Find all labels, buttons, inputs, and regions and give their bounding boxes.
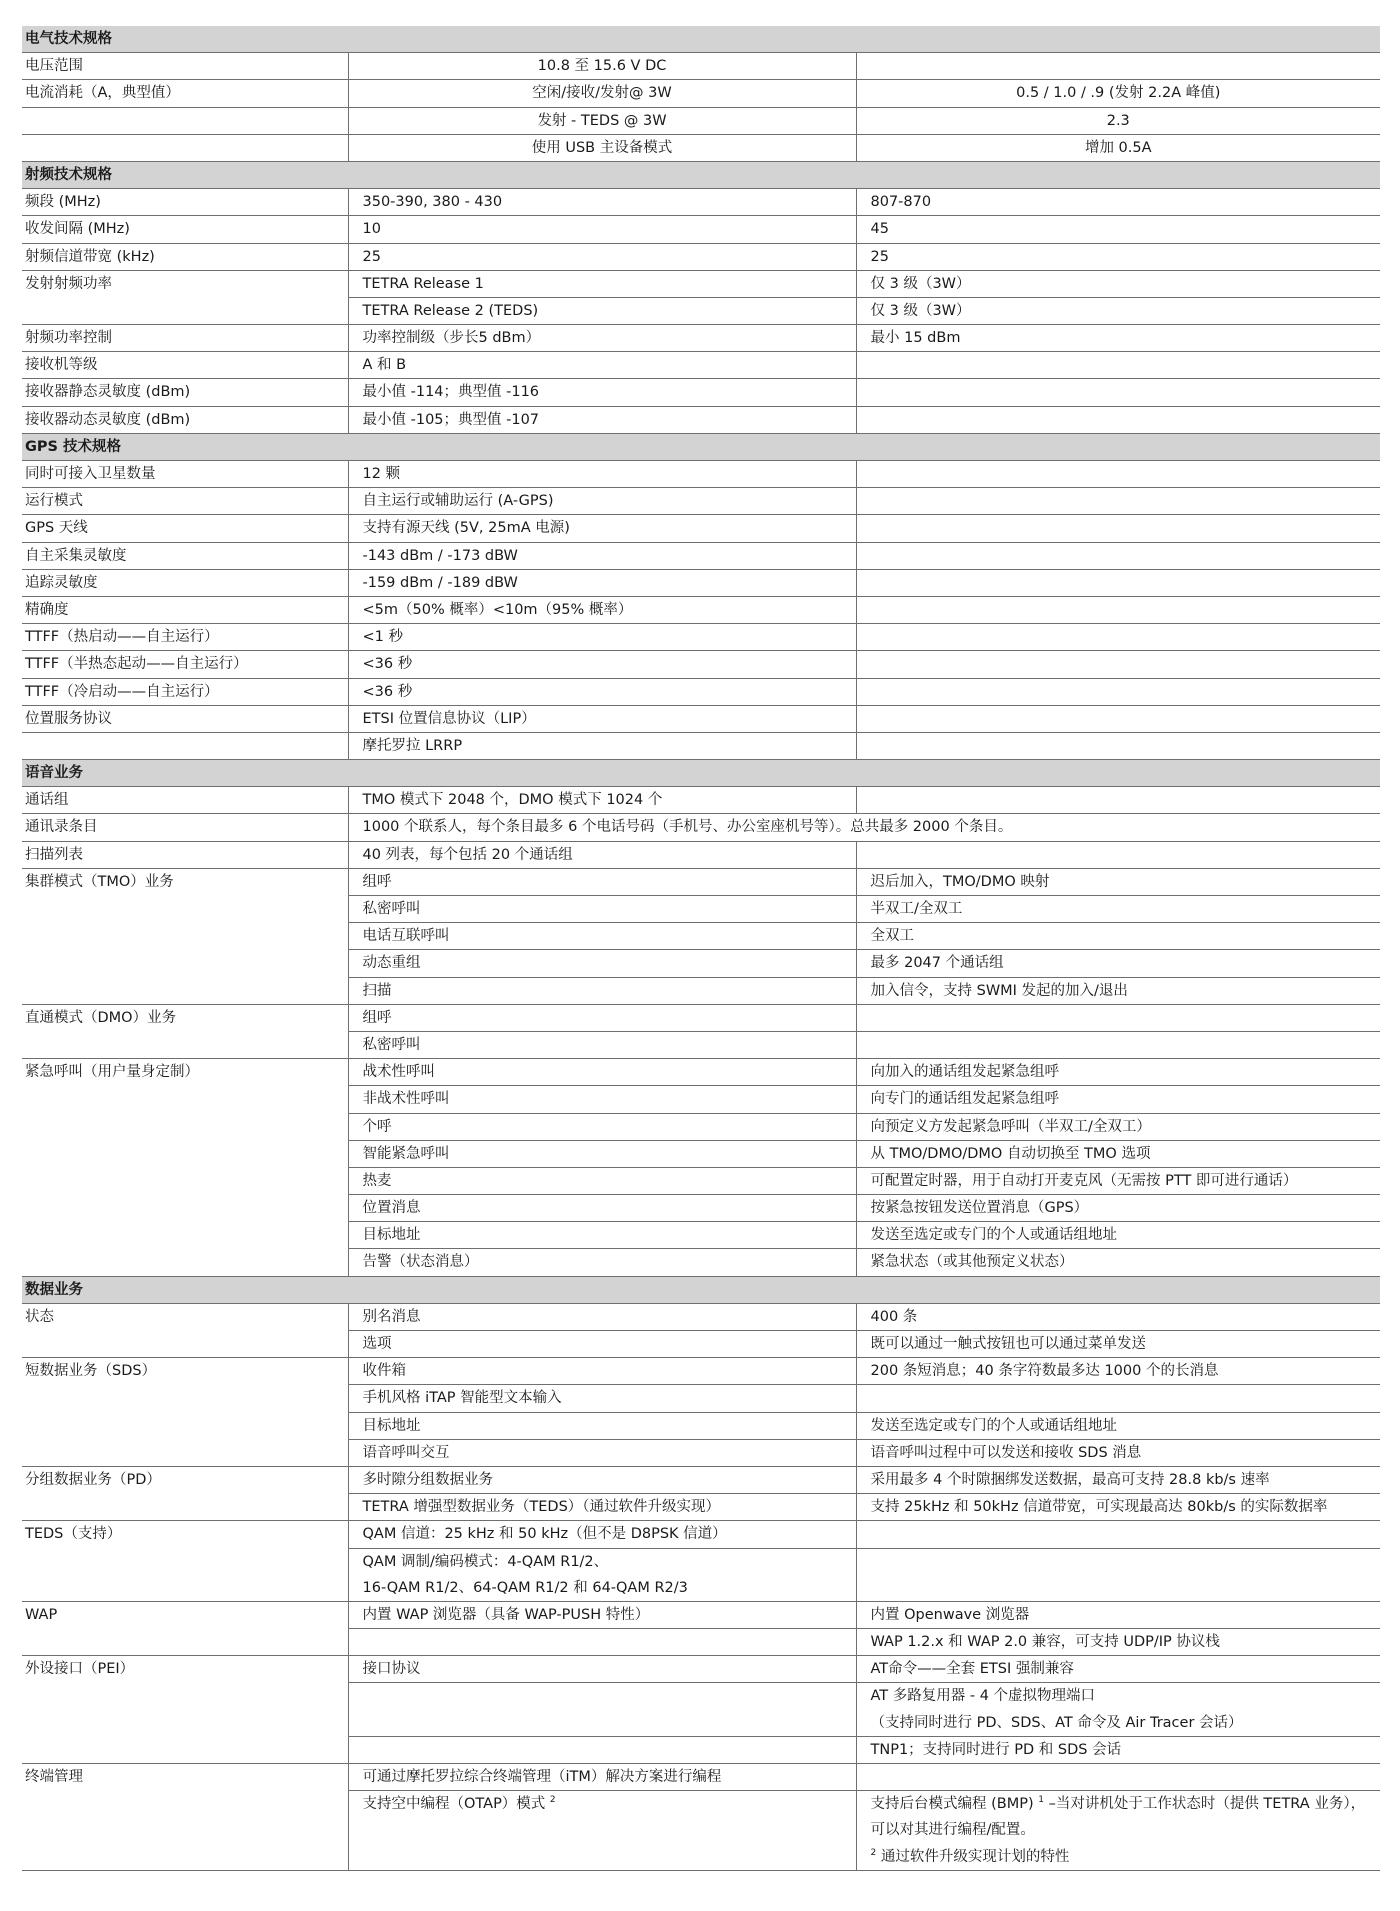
- spec-detail: [856, 515, 1380, 542]
- spec-row: [22, 53, 1380, 80]
- spec-text: 通过软件升级实现计划的特性: [876, 1848, 1070, 1865]
- spec-label: [22, 1629, 348, 1656]
- spec-row: [22, 1195, 1380, 1222]
- spec-value: 告警（状态消息）: [348, 1249, 856, 1276]
- spec-detail: [856, 1575, 1380, 1602]
- spec-row: [22, 461, 1380, 488]
- spec-detail: 400 条: [856, 1303, 1380, 1330]
- spec-value: <5m（50% 概率）<10m（95% 概率）: [348, 596, 856, 623]
- spec-label: 运行模式: [22, 488, 348, 515]
- spec-detail: WAP 1.2.x 和 WAP 2.0 兼容，可支持 UDP/IP 协议栈: [856, 1629, 1380, 1656]
- spec-label: [22, 1412, 348, 1439]
- spec-row: [22, 1439, 1380, 1466]
- spec-label: [22, 1494, 348, 1521]
- spec-label: [22, 1331, 348, 1358]
- spec-row: [22, 678, 1380, 705]
- spec-detail: 内置 Openwave 浏览器: [856, 1601, 1380, 1628]
- spec-row: [22, 515, 1380, 542]
- spec-label: 精确度: [22, 596, 348, 623]
- spec-detail: [856, 1844, 1380, 1871]
- spec-value: QAM 信道：25 kHz 和 50 kHz（但不是 D8PSK 信道）: [348, 1521, 856, 1548]
- spec-value: TETRA 增强型数据业务（TEDS）（通过软件升级实现）: [348, 1494, 856, 1521]
- spec-label: [22, 1031, 348, 1058]
- spec-label: [22, 950, 348, 977]
- spec-value: 支持有源天线 (5V, 25mA 电源): [348, 515, 856, 542]
- spec-detail: [856, 352, 1380, 379]
- spec-label: [22, 1113, 348, 1140]
- spec-label: 集群模式（TMO）业务: [25, 873, 174, 890]
- spec-label: 接收机等级: [22, 352, 348, 379]
- spec-label: 射频信道带宽 (kHz): [22, 243, 348, 270]
- spec-value: 摩托罗拉 LRRP: [348, 732, 856, 759]
- spec-label: [22, 134, 348, 161]
- spec-row: [22, 1521, 1380, 1548]
- spec-detail: 既可以通过一触式按钮也可以通过菜单发送: [856, 1331, 1380, 1358]
- spec-detail: [856, 651, 1380, 678]
- spec-row: [22, 325, 1380, 352]
- spec-detail: [856, 1548, 1380, 1575]
- spec-row: [22, 651, 1380, 678]
- spec-value: [348, 1736, 856, 1763]
- spec-text: 支持后台模式编程 (BMP): [870, 1796, 1039, 1813]
- spec-label: GPS 天线: [22, 515, 348, 542]
- spec-value: 语音呼叫交互: [348, 1439, 856, 1466]
- spec-row: [22, 1601, 1380, 1628]
- spec-value: 多时隙分组数据业务: [348, 1466, 856, 1493]
- spec-label: [22, 1195, 348, 1222]
- spec-detail: 仅 3 级（3W）: [856, 297, 1380, 324]
- spec-detail: 采用最多 4 个时隙捆绑发送数据，最高可支持 28.8 kb/s 速率: [856, 1466, 1380, 1493]
- spec-detail: 半双工/全双工: [856, 896, 1380, 923]
- spec-value: 使用 USB 主设备模式: [348, 134, 856, 161]
- spec-detail: 45: [856, 216, 1380, 243]
- spec-label: 收发间隔 (MHz): [22, 216, 348, 243]
- spec-detail: [856, 1791, 1380, 1818]
- spec-row: [22, 1385, 1380, 1412]
- spec-row: [22, 1303, 1380, 1330]
- spec-value: [348, 1629, 856, 1656]
- spec-row: [22, 1575, 1380, 1602]
- spec-value: 收件箱: [348, 1358, 856, 1385]
- spec-row: [22, 216, 1380, 243]
- section-title: 数据业务: [22, 1276, 1380, 1303]
- spec-row: [22, 1004, 1380, 1031]
- spec-label: TTFF（冷启动——自主运行）: [22, 678, 348, 705]
- spec-label: 状态: [25, 1308, 54, 1325]
- spec-value: 12 颗: [348, 461, 856, 488]
- spec-value: -143 dBm / -173 dBW: [348, 542, 856, 569]
- spec-value: 电话互联呼叫: [348, 923, 856, 950]
- spec-value: 最小值 -114；典型值 -116: [348, 379, 856, 406]
- section-title: 电气技术规格: [22, 26, 1380, 53]
- spec-detail: AT命令——全套 ETSI 强制兼容: [856, 1656, 1380, 1683]
- spec-value: TETRA Release 1: [348, 270, 856, 297]
- spec-value: 个呼: [348, 1113, 856, 1140]
- spec-value: <1 秒: [348, 624, 856, 651]
- spec-value: ETSI 位置信息协议（LIP）: [348, 705, 856, 732]
- spec-value: 动态重组: [348, 950, 856, 977]
- spec-label: WAP: [25, 1606, 58, 1623]
- spec-detail: [856, 732, 1380, 759]
- spec-row: [22, 107, 1380, 134]
- spec-detail: [856, 488, 1380, 515]
- spec-label: 射频功率控制: [22, 325, 348, 352]
- spec-detail: [856, 841, 1380, 868]
- spec-value: TETRA Release 2 (TEDS): [348, 297, 856, 324]
- spec-value: 位置消息: [348, 1195, 856, 1222]
- spec-row: [22, 1656, 1380, 1683]
- spec-label: 直通模式（DMO）业务: [25, 1009, 177, 1026]
- spec-row: [22, 1629, 1380, 1656]
- spec-row: [22, 134, 1380, 161]
- spec-label: [22, 1736, 348, 1763]
- spec-detail: [856, 569, 1380, 596]
- spec-label: 终端管理: [25, 1769, 83, 1785]
- spec-value: 私密呼叫: [348, 1031, 856, 1058]
- spec-label: [22, 1222, 348, 1249]
- spec-label: [22, 297, 348, 324]
- spec-row: [22, 977, 1380, 1004]
- spec-value: [348, 1710, 856, 1737]
- spec-detail: [856, 1385, 1380, 1412]
- spec-row: [22, 732, 1380, 759]
- spec-value: 手机风格 iTAP 智能型文本输入: [348, 1385, 856, 1412]
- spec-row: [22, 1494, 1380, 1521]
- spec-row: [22, 1844, 1380, 1871]
- spec-row: [22, 1086, 1380, 1113]
- spec-detail: 增加 0.5A: [856, 134, 1380, 161]
- spec-row: [22, 1764, 1380, 1791]
- spec-value: 40 列表，每个包括 20 个通话组: [348, 841, 856, 868]
- spec-detail: 发送至选定或专门的个人或通话组地址: [856, 1412, 1380, 1439]
- spec-value: <36 秒: [348, 678, 856, 705]
- spec-row: [22, 1059, 1380, 1086]
- spec-value: 非战术性呼叫: [348, 1086, 856, 1113]
- spec-value: 热麦: [348, 1167, 856, 1194]
- spec-detail: 加入信令，支持 SWMI 发起的加入/退出: [856, 977, 1380, 1004]
- spec-row: [22, 80, 1380, 107]
- spec-detail: [856, 1764, 1380, 1791]
- spec-detail: [856, 705, 1380, 732]
- spec-label: [22, 1575, 348, 1602]
- spec-label: 电流消耗（A，典型值）: [22, 80, 348, 107]
- spec-row: [22, 1249, 1380, 1276]
- spec-detail: 紧急状态（或其他预定义状态）: [856, 1249, 1380, 1276]
- spec-label: [22, 1385, 348, 1412]
- spec-label: [22, 1167, 348, 1194]
- spec-label: [22, 1086, 348, 1113]
- spec-detail: 807-870: [856, 189, 1380, 216]
- spec-detail: [856, 787, 1380, 814]
- spec-row: [22, 243, 1380, 270]
- spec-detail: [856, 542, 1380, 569]
- spec-label: 位置服务协议: [22, 705, 348, 732]
- spec-table: [22, 26, 1380, 1871]
- spec-detail: 最小 15 dBm: [856, 325, 1380, 352]
- spec-detail: 可以对其进行编程/配置。: [856, 1817, 1380, 1843]
- spec-detail: 最多 2047 个通话组: [856, 950, 1380, 977]
- spec-label: 分组数据业务（PD）: [25, 1471, 161, 1488]
- spec-detail: [856, 406, 1380, 433]
- spec-value: 发射 - TEDS @ 3W: [348, 107, 856, 134]
- spec-value: <36 秒: [348, 651, 856, 678]
- spec-label: 频段 (MHz): [22, 189, 348, 216]
- spec-detail: [856, 53, 1380, 80]
- spec-row: [22, 705, 1380, 732]
- spec-label: [22, 732, 348, 759]
- spec-row: [22, 297, 1380, 324]
- spec-label: 接收器静态灵敏度 (dBm): [22, 379, 348, 406]
- spec-detail: AT 多路复用器 - 4 个虚拟物理端口: [856, 1683, 1380, 1710]
- spec-row: [22, 1113, 1380, 1140]
- spec-value: [348, 1817, 856, 1843]
- spec-label: [22, 896, 348, 923]
- spec-label: [22, 1439, 348, 1466]
- spec-label: 通讯录条目: [22, 814, 348, 841]
- spec-label: TTFF（半热态起动——自主运行）: [22, 651, 348, 678]
- spec-label: [22, 1140, 348, 1167]
- spec-value: 空闲/接收/发射@ 3W: [348, 80, 856, 107]
- spec-value: 1000 个联系人，每个条目最多 6 个电话号码（手机号、办公室座机号等）。总共最多 2000 个条目。: [348, 814, 1380, 841]
- spec-value: 别名消息: [348, 1303, 856, 1330]
- spec-label: 外设接口（PEI）: [25, 1661, 135, 1678]
- spec-row: [22, 569, 1380, 596]
- spec-label: TTFF（热启动——自主运行）: [22, 624, 348, 651]
- spec-value: [348, 1844, 856, 1871]
- spec-label: [22, 1710, 348, 1737]
- section-title: GPS 技术规格: [22, 433, 1380, 460]
- section-header: [22, 760, 1380, 787]
- spec-row: [22, 1791, 1380, 1818]
- spec-detail: [856, 1004, 1380, 1031]
- spec-row: [22, 189, 1380, 216]
- spec-row: [22, 868, 1380, 895]
- spec-detail: 0.5 / 1.0 / .9 (发射 2.2A 峰值): [856, 80, 1380, 107]
- spec-row: [22, 488, 1380, 515]
- spec-row: [22, 1222, 1380, 1249]
- spec-row: [22, 1167, 1380, 1194]
- spec-detail: 可配置定时器，用于自动打开麦克风（无需按 PTT 即可进行通话）: [856, 1167, 1380, 1194]
- spec-detail: 语音呼叫过程中可以发送和接收 SDS 消息: [856, 1439, 1380, 1466]
- footnote-marker: 2: [549, 1795, 556, 1806]
- spec-row: [22, 379, 1380, 406]
- spec-detail: 从 TMO/DMO/DMO 自动切换至 TMO 选项: [856, 1140, 1380, 1167]
- spec-value: 组呼: [348, 868, 856, 895]
- spec-value: [348, 1683, 856, 1710]
- spec-label: 短数据业务（SDS）: [25, 1363, 157, 1380]
- spec-value: 10: [348, 216, 856, 243]
- spec-row: [22, 841, 1380, 868]
- spec-row: [22, 923, 1380, 950]
- spec-detail: TNP1；支持同时进行 PD 和 SDS 会话: [856, 1736, 1380, 1763]
- spec-value: 内置 WAP 浏览器（具备 WAP-PUSH 特性）: [348, 1601, 856, 1628]
- spec-text: –当对讲机处于工作状态时（提供 TETRA 业务），: [1043, 1796, 1366, 1813]
- spec-label: 接收器动态灵敏度 (dBm): [22, 406, 348, 433]
- spec-value: 最小值 -105；典型值 -107: [348, 406, 856, 433]
- spec-row: [22, 1331, 1380, 1358]
- spec-value: QAM 调制/编码模式：4-QAM R1/2、: [348, 1548, 856, 1575]
- spec-row: [22, 1548, 1380, 1575]
- spec-row: [22, 406, 1380, 433]
- spec-value: TMO 模式下 2048 个，DMO 模式下 1024 个: [348, 787, 856, 814]
- spec-row: [22, 1140, 1380, 1167]
- spec-table-body: [22, 26, 1380, 1870]
- section-title: 射频技术规格: [22, 161, 1380, 188]
- footnote-marker: 2: [870, 1847, 877, 1858]
- section-header: [22, 1276, 1380, 1303]
- spec-value: 选项: [348, 1331, 856, 1358]
- spec-label: 同时可接入卫星数量: [22, 461, 348, 488]
- spec-value: 350-390, 380 - 430: [348, 189, 856, 216]
- spec-label: 紧急呼叫（用户量身定制）: [25, 1064, 199, 1081]
- spec-value: [348, 1791, 856, 1818]
- spec-detail: 仅 3 级（3W）: [856, 270, 1380, 297]
- spec-row: [22, 787, 1380, 814]
- spec-detail: 向加入的通话组发起紧急组呼: [856, 1059, 1380, 1086]
- spec-detail: [856, 596, 1380, 623]
- spec-value: 功率控制级（步长5 dBm）: [348, 325, 856, 352]
- spec-row: [22, 1736, 1380, 1763]
- spec-value: 可通过摩托罗拉综合终端管理（iTM）解决方案进行编程: [348, 1764, 856, 1791]
- spec-detail: [856, 379, 1380, 406]
- spec-row: [22, 1683, 1380, 1710]
- spec-detail: 迟后加入，TMO/DMO 映射: [856, 868, 1380, 895]
- spec-value: 目标地址: [348, 1222, 856, 1249]
- spec-row: [22, 814, 1380, 841]
- spec-row: [22, 1412, 1380, 1439]
- spec-row: [22, 1358, 1380, 1385]
- spec-label: 自主采集灵敏度: [22, 542, 348, 569]
- spec-row: [22, 542, 1380, 569]
- spec-label: [22, 1817, 348, 1843]
- spec-label: [22, 923, 348, 950]
- spec-label: [22, 977, 348, 1004]
- spec-value: 25: [348, 243, 856, 270]
- section-header: [22, 26, 1380, 53]
- spec-row: [22, 896, 1380, 923]
- spec-row: [22, 1710, 1380, 1737]
- spec-value: 10.8 至 15.6 V DC: [348, 53, 856, 80]
- spec-value: 智能紧急呼叫: [348, 1140, 856, 1167]
- spec-detail: [856, 1521, 1380, 1548]
- spec-value: 战术性呼叫: [348, 1059, 856, 1086]
- spec-label: [22, 1548, 348, 1575]
- spec-detail: （支持同时进行 PD、SDS、AT 命令及 Air Tracer 会话）: [856, 1710, 1380, 1737]
- spec-label: [22, 1791, 348, 1818]
- spec-value: 目标地址: [348, 1412, 856, 1439]
- spec-label: 电压范围: [22, 53, 348, 80]
- spec-detail: 发送至选定或专门的个人或通话组地址: [856, 1222, 1380, 1249]
- spec-detail: 2.3: [856, 107, 1380, 134]
- spec-value: 16-QAM R1/2、64-QAM R1/2 和 64-QAM R2/3: [348, 1575, 856, 1602]
- spec-label: [22, 1683, 348, 1710]
- spec-detail: 支持 25kHz 和 50kHz 信道带宽，可实现最高达 80kb/s 的实际数据率: [856, 1494, 1380, 1521]
- spec-detail: 200 条短消息；40 条字符数最多达 1000 个的长消息: [856, 1358, 1380, 1385]
- spec-value: 扫描: [348, 977, 856, 1004]
- spec-row: [22, 950, 1380, 977]
- spec-row: [22, 1031, 1380, 1058]
- spec-detail: [856, 678, 1380, 705]
- spec-label: 追踪灵敏度: [22, 569, 348, 596]
- spec-value: A 和 B: [348, 352, 856, 379]
- spec-value: -159 dBm / -189 dBW: [348, 569, 856, 596]
- spec-label: TEDS（支持）: [25, 1526, 122, 1543]
- spec-row: [22, 270, 1380, 297]
- spec-label: [22, 1844, 348, 1871]
- spec-detail: [856, 461, 1380, 488]
- spec-text: 支持空中编程（OTAP）模式: [362, 1796, 550, 1813]
- spec-detail: 全双工: [856, 923, 1380, 950]
- spec-label: 扫描列表: [22, 841, 348, 868]
- spec-value: 组呼: [348, 1004, 856, 1031]
- section-title: 语音业务: [22, 760, 1380, 787]
- spec-detail: 按紧急按钮发送位置消息（GPS）: [856, 1195, 1380, 1222]
- spec-value: 自主运行或辅助运行 (A-GPS): [348, 488, 856, 515]
- spec-row: [22, 596, 1380, 623]
- spec-detail: 向预定义方发起紧急呼叫（半双工/全双工）: [856, 1113, 1380, 1140]
- spec-detail: [856, 624, 1380, 651]
- section-header: [22, 433, 1380, 460]
- spec-label: [22, 1249, 348, 1276]
- spec-detail: [856, 1031, 1380, 1058]
- spec-value: 私密呼叫: [348, 896, 856, 923]
- spec-label: 发射射频功率: [25, 275, 112, 292]
- spec-label: 通话组: [22, 787, 348, 814]
- spec-row: [22, 624, 1380, 651]
- footnote-marker: 1: [1038, 1795, 1044, 1806]
- section-header: [22, 161, 1380, 188]
- spec-label: [22, 107, 348, 134]
- spec-detail: 向专门的通话组发起紧急组呼: [856, 1086, 1380, 1113]
- spec-value: 接口协议: [348, 1656, 856, 1683]
- spec-detail: 25: [856, 243, 1380, 270]
- spec-row: [22, 352, 1380, 379]
- spec-row: [22, 1817, 1380, 1843]
- spec-document: [22, 26, 1380, 1871]
- spec-row: [22, 1466, 1380, 1493]
